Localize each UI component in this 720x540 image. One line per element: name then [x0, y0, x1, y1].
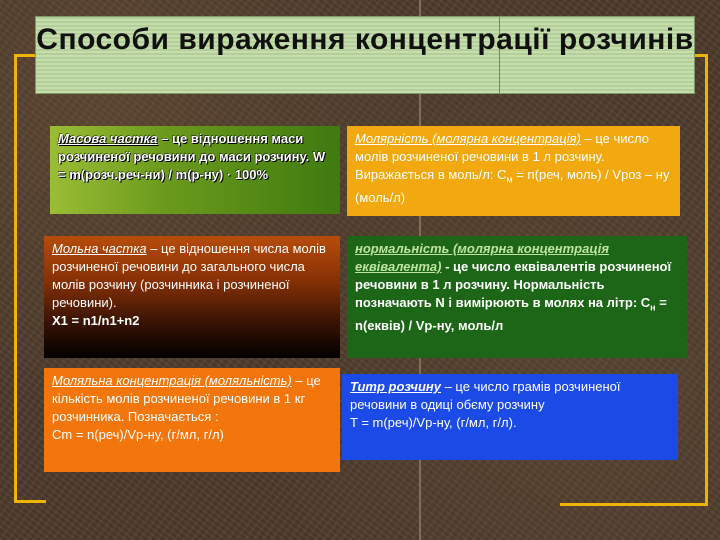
- mass-fraction-text: – це відношення маси розчиненої речовини до маси розчину. W = m(розч.реч-ни) / m(р-ну) · 100%: [58, 131, 326, 182]
- title-banner: [35, 16, 695, 94]
- normality-subscript: н: [650, 302, 656, 313]
- molarity-text: – це число молів розчиненої речовини в 1 л розчину. Виражається в моль/л: C: [355, 131, 649, 182]
- normality-box: [347, 236, 687, 358]
- molality-term: Моляльна концентрація (моляльність): [52, 373, 292, 388]
- connector-right-bottom: [560, 503, 708, 506]
- molality-formula: Cm = n(реч)/Vр-ну, (г/мл, г/л): [52, 427, 224, 442]
- molarity-formula: = n(реч, моль) / Vроз – ну (моль/л): [355, 167, 670, 205]
- normality-text: - це число еквівалентів розчиненої речовини в 1 л розчину. Нормальність позначають N і вимірюють в молях на літр: C: [355, 259, 672, 310]
- titer-term: Титр розчину: [350, 379, 441, 394]
- mass-fraction-box: [50, 126, 340, 214]
- normality-formula: = n(еквів) / Vр-ну, моль/л: [355, 295, 667, 333]
- mole-fraction-box: [44, 236, 340, 358]
- molality-text: – це кількість молів розчиненої речовини в 1 кг розчинника. Позначається :: [52, 373, 321, 424]
- mole-fraction-text: – це відношення числа молів розчиненої речовини до загального числа молів розчину (розчинника і розчиненої речовини).: [52, 241, 326, 310]
- connector-left-bottom: [14, 500, 46, 503]
- mole-fraction-term: Мольна частка: [52, 241, 147, 256]
- molality-box: [44, 368, 340, 472]
- titer-box: [342, 374, 678, 460]
- normality-term: нормальність (молярна концентрація еквівалента): [355, 241, 609, 274]
- molarity-term: Молярність (молярна концентрація): [355, 131, 581, 146]
- connector-left-top: [14, 54, 36, 57]
- connector-left-vertical: [14, 54, 17, 502]
- mole-fraction-formula: X1 = n1/n1+n2: [52, 313, 140, 328]
- connector-right-top: [694, 54, 708, 57]
- connector-right-vertical: [705, 54, 708, 506]
- mass-fraction-term: Масова частка: [58, 131, 158, 146]
- titer-text: – це число грамів розчиненої речовини в одиці обєму розчину: [350, 379, 621, 412]
- titer-formula: T = m(реч)/Vр-ну, (г/мл, г/л).: [350, 415, 517, 430]
- page-title: Способи вираження концентрації розчинів: [36, 23, 694, 56]
- molarity-box: [347, 126, 680, 216]
- molarity-subscript: м: [506, 174, 513, 185]
